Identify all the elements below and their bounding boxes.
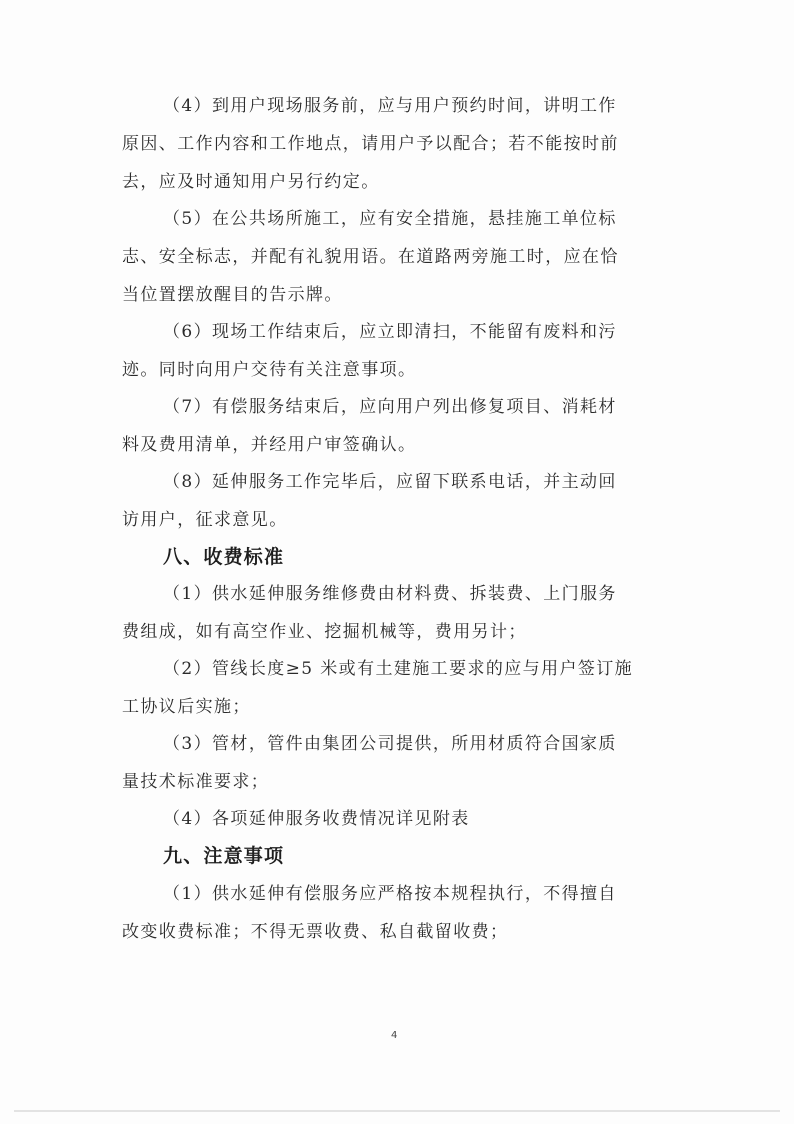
paragraph-line: （4）各项延伸服务收费情况详见附表 bbox=[163, 809, 470, 829]
paragraph-line: （1）供水延伸有偿服务应严格按本规程执行，不得擅自 bbox=[163, 884, 617, 904]
paragraph-line: 量技术标准要求； bbox=[122, 772, 270, 792]
paragraph-line: 工协议后实施； bbox=[122, 697, 251, 717]
paragraph-line: 当位置摆放醒目的告示牌。 bbox=[122, 285, 343, 305]
paragraph-line: 费组成，如有高空作业、挖掘机械等，费用另计； bbox=[122, 622, 527, 642]
section-heading-notes: 九、注意事项 bbox=[163, 845, 285, 867]
page-number: 4 bbox=[391, 1030, 398, 1041]
paragraph-line: 志、安全标志，并配有礼貌用语。在道路两旁施工时，应在恰 bbox=[122, 247, 619, 267]
paragraph-line: 访用户，征求意见。 bbox=[122, 510, 288, 530]
paragraph-line: （6）现场工作结束后，应立即清扫，不能留有废料和污 bbox=[163, 322, 617, 342]
paragraph-line: 料及费用清单，并经用户审签确认。 bbox=[122, 435, 417, 455]
scan-edge-divider bbox=[14, 1110, 780, 1112]
paragraph-line: 改变收费标准；不得无票收费、私自截留收费； bbox=[122, 922, 509, 942]
paragraph-line: （3）管材，管件由集团公司提供，所用材质符合国家质 bbox=[163, 734, 617, 754]
paragraph-line: （4）到用户现场服务前，应与用户预约时间，讲明工作 bbox=[163, 96, 617, 116]
paragraph-line: （5）在公共场所施工，应有安全措施，悬挂施工单位标 bbox=[163, 209, 617, 229]
paragraph-line: （1）供水延伸服务维修费由材料费、拆装费、上门服务 bbox=[163, 584, 617, 604]
paragraph-line: 迹。同时向用户交待有关注意事项。 bbox=[122, 360, 417, 380]
section-heading-fees: 八、收费标准 bbox=[163, 546, 285, 568]
paragraph-line: （8）延伸服务工作完毕后，应留下联系电话，并主动回 bbox=[163, 472, 617, 492]
paragraph-line: 去，应及时通知用户另行约定。 bbox=[122, 172, 380, 192]
paragraph-line: （7）有偿服务结束后，应向用户列出修复项目、消耗材 bbox=[163, 397, 617, 417]
paragraph-line: （2）管线长度≥5 米或有土建施工要求的应与用户签订施 bbox=[163, 659, 634, 679]
paragraph-line: 原因、工作内容和工作地点，请用户予以配合；若不能按时前 bbox=[122, 134, 619, 154]
